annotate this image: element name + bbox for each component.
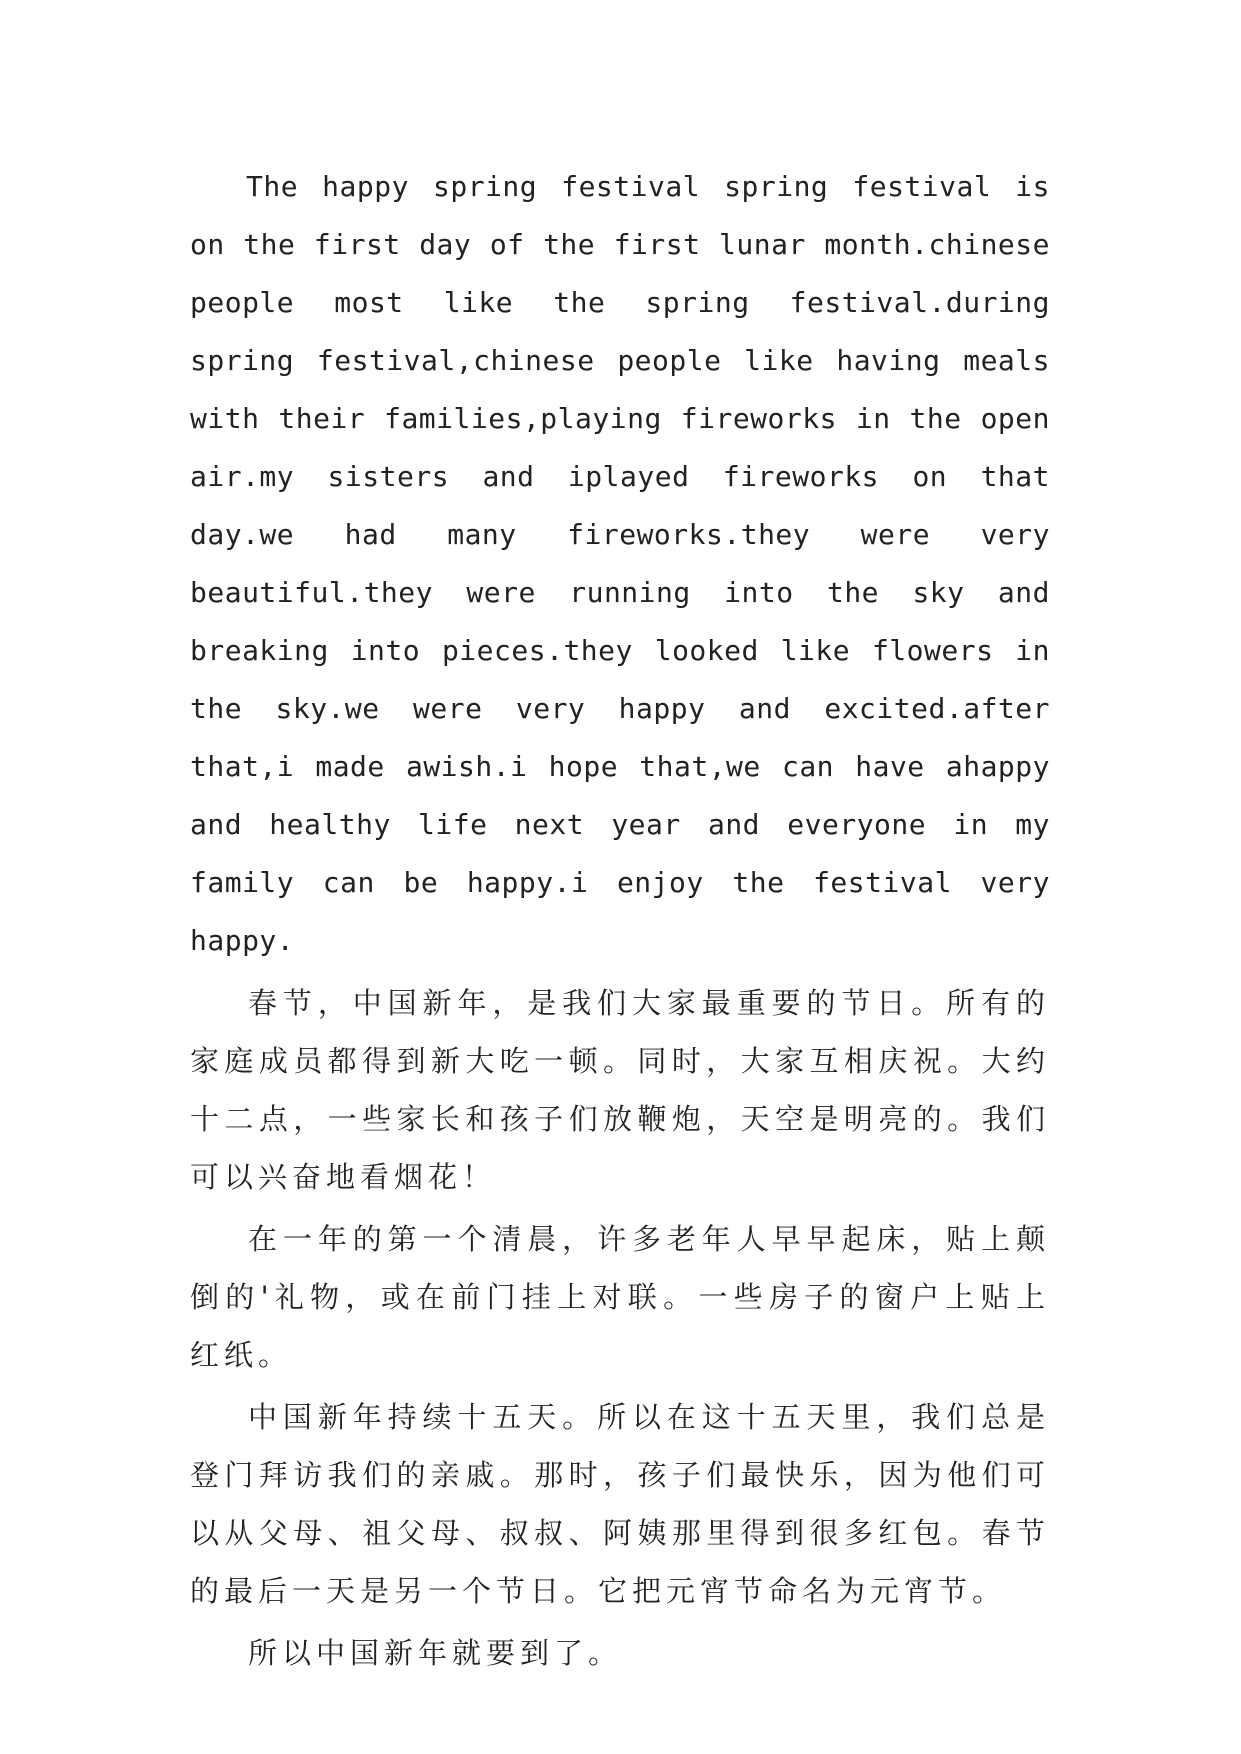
chinese-paragraph-3: 中国新年持续十五天。所以在这十五天里，我们总是登门拜访我们的亲戚。那时，孩子们最快乐，因为他们可以从父母、祖父母、叔叔、阿姨那里得到很多红包。春节的最后一天是另一个节日。它把元宵节命名为元宵节。 xyxy=(190,1400,1050,1608)
english-essay-paragraph: The happy spring festival spring festival is on the first day of the first lunar month.chinese people most like the spring festival.during spring festival,chinese people like having meals with their families,playing fireworks in the open air.my sisters and iplayed fireworks on that day.we had many fireworks.they were very beautiful.they were running into the sky and breaking into pieces.they looked like flowers in the sky.we were very happy and excited.after that,i made awish.i hope that,we can have ahappy and healthy life next year and everyone in my family can be happy.i enjoy the festival very happy. xyxy=(190,170,1050,957)
chinese-paragraph-2: 在一年的第一个清晨，许多老年人早早起床，贴上颠倒的'礼物，或在前门挂上对联。一些房子的窗户上贴上红纸。 xyxy=(190,1222,1050,1372)
document-body xyxy=(190,158,1050,1682)
chinese-paragraph-4: 所以中国新年就要到了。 xyxy=(248,1636,623,1670)
chinese-paragraph-1: 春节，中国新年，是我们大家最重要的节日。所有的家庭成员都得到新大吃一顿。同时，大家互相庆祝。大约十二点，一些家长和孩子们放鞭炮，天空是明亮的。我们可以兴奋地看烟花！ xyxy=(190,986,1050,1194)
